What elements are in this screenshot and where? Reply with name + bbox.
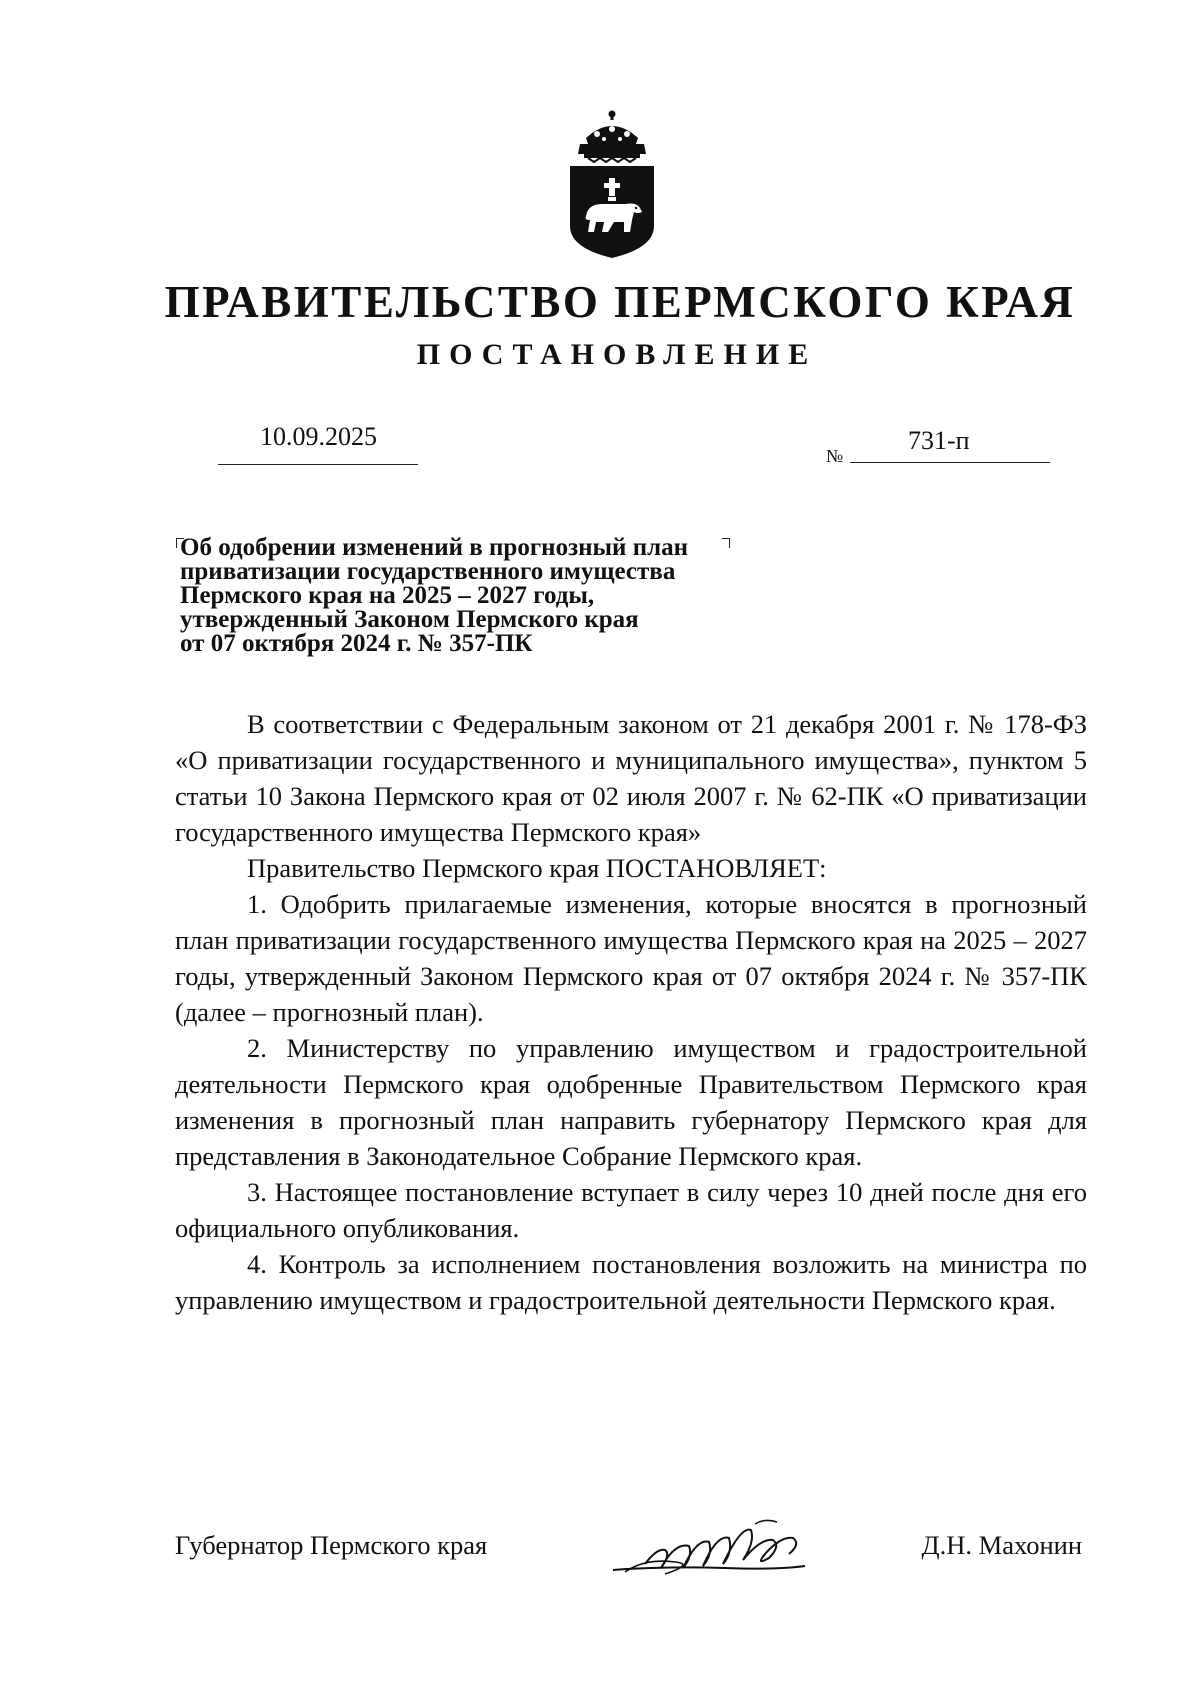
subject-line: приватизации государственного имущества [180, 558, 676, 585]
document-date: 10.09.2025 [260, 422, 377, 451]
subject-line: Об одобрении изменений в прогнозный план [180, 534, 689, 561]
perm-krai-coat-of-arms-icon [564, 108, 660, 260]
clause-paragraph-2: 2. Министерству по управлению имуществом и градостроительной деятельности Пермского края одобренные Правительством Пермского края изменения в прогнозный план направить губернатору Пермского края для представления в Законодательное Собрание Пермского края. [175, 1033, 1087, 1171]
resolution-paragraph: Правительство Пермского края ПОСТАНОВЛЯЕТ: [247, 853, 827, 883]
clause-paragraph-4: 4. Контроль за исполнением постановления возложить на министра по управлению имуществом и градостроительной деятельности Пермского края. [175, 1249, 1087, 1315]
document-date-field [218, 420, 418, 465]
signatory-position: Губернатор Пермского края [175, 1530, 488, 1560]
document-type: ПОСТАНОВЛЕНИЕ [416, 338, 818, 371]
clause-paragraph-1: 1. Одобрить прилагаемые изменения, которые вносятся в прогнозный план приватизации государственного имущества Пермского края на 2025 – 2027 годы, утвержденный Законом Пермского края от 07 октября 2024 г. № 357-ПК (далее – прогнозный план). [175, 889, 1087, 1027]
document-number: 731-п [908, 426, 970, 455]
organization-title: ПРАВИТЕЛЬСТВО ПЕРМСКОГО КРАЯ [164, 277, 1076, 327]
subject-line: утвержденный Законом Пермского края [180, 606, 639, 633]
signature-block [175, 1530, 1087, 1600]
preamble-paragraph: В соответствии с Федеральным законом от 21 декабря 2001 г. № 178-ФЗ «О приватизации государственного и муниципального имущества», пунктом 5 статьи 10 Закона Пермского края от 02 июля 2007 г. № 62-ПК «О приватизации государственного имущества Пермского края» [175, 709, 1087, 847]
document-body [175, 706, 1087, 1318]
number-sign: № [826, 446, 844, 466]
subject-line: от 07 октября 2024 г. № 357-ПК [180, 630, 533, 657]
signatory-name: Д.Н. Махонин [921, 1530, 1082, 1560]
subject-line: Пермского края на 2025 – 2027 годы, [180, 582, 595, 609]
clause-paragraph-3: 3. Настоящее постановление вступает в силу через 10 дней после дня его официального опубликования. [175, 1177, 1087, 1243]
handwritten-signature [605, 1508, 845, 1588]
document-number-field [850, 424, 1050, 463]
document-subject [180, 536, 780, 656]
